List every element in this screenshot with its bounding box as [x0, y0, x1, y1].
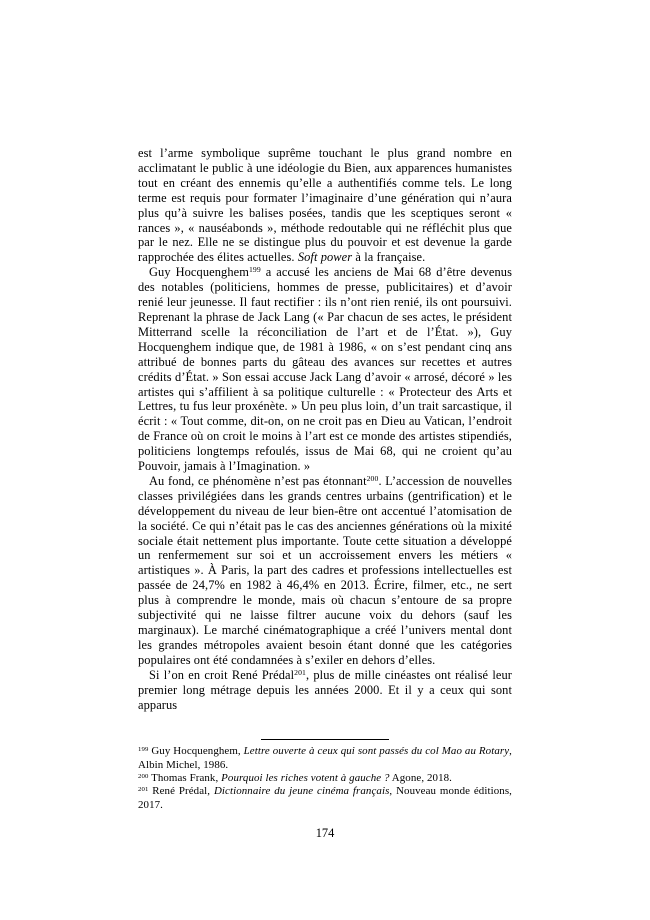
page-text-block — [138, 146, 512, 841]
text-run: Si l’on en croit René Prédal — [149, 667, 295, 682]
footnote-ref: 200 — [366, 474, 379, 484]
text-run: Au fond, ce phénomène n’est pas étonnant — [149, 473, 367, 488]
page-number: 174 — [315, 825, 335, 840]
italic-text: Dictionnaire du jeune cinéma français — [213, 785, 390, 798]
footnote-ref: 201 — [294, 667, 306, 677]
footnote — [138, 772, 512, 785]
text-run: , Nouveau monde éditions, 2017. — [138, 785, 512, 811]
footnote-ref: 200 — [138, 772, 149, 780]
text-run: Guy Hocquenghem, — [148, 745, 244, 758]
paragraph — [138, 474, 512, 668]
text-run: . L’accession de nouvelles classes privilégiées dans les grands centres urbains (gentrification) et le développement du niveau de leur bien-être ont accentué l’atomisation de la société. Ce qui n’était pas le cas des anciennes générations où la mixité sociale était nettement plus importante. Toute cette situation a développé un renfermement sur soi et un accroissement envers les métiers « artistiques ». À Paris, la part des cadres et professions intellectuelles est passée de 24,7% en 1982 à 46,4% en 2013. Écrire, filmer, etc., ne sert plus à comprendre le monde, mais où chacun s’entoure de sa propre subjectivité qui ne laisse filtrer aucune voix du dehors (sauf les marginaux). Le marché cinématographique a créé l’univers mental dont les grandes métropoles avaient besoin étant donné que les catégories populaires ont été condamnées à s’exiler en dehors d’elles. — [138, 473, 512, 667]
footnote-ref: 199 — [248, 265, 261, 275]
text-run: à la française. — [352, 250, 426, 265]
text-run: , Albin Michel, 1986. — [138, 745, 512, 771]
footnotes — [138, 745, 512, 811]
italic-text: Lettre ouverte à ceux qui sont passés du col Mao au Rotary — [243, 745, 510, 758]
text-run: Guy Hocquenghem — [149, 265, 249, 280]
text-run: Agone, 2018. — [389, 772, 452, 785]
text-run: , plus de mille cinéastes ont réalisé leur premier long métrage depuis les années 2000. Et il y a ceux qui sont apparus — [138, 667, 512, 712]
text-run: est l’arme symbolique suprême touchant le plus grand nombre en acclimatant le public à une idéologie du Bien, aux apparences humanistes tout en créant des ennemis qu’elle a authentifiés comme tels. Le long terme est requis pour formater l’imaginaire d’une génération qui n’aura plus qu’à suivre les balises posées, tandis que les sceptiques seront « rances », « nauséabonds », méthode redoutable qui ne réfléchit plus que par le nez. Elle ne se distingue plus du pouvoir et est devenue la garde rapprochée des élites actuelles. — [138, 146, 512, 265]
footnote — [138, 785, 512, 812]
text-run: a accusé les anciens de Mai 68 d’être devenus des notables (politiciens, hommes de presse, publicitaires) et d’avoir renié leur jeunesse. Il faut rectifier : ils n’ont rien renié, ils ont poursuivi. Reprenant la phrase de Jack Lang (« Par chacun de ses actes, le président Mitterrand scelle la réconciliation de l’art et de l’État. »), Guy Hocquenghem indique que, de 1981 à 1986, « on s’est pendant cinq ans attribué de bonnes parts du gâteau des avances sur recettes et autres crédits d’État. » Son essai accuse Jack Lang d’avoir « arrosé, décoré » les artistes qui s’affilient à sa politique culturelle : « Protecteur des Arts et Lettres, tu fus leur proxénète. » Un peu plus loin, d’un trait sarcastique, il écrit : « Tout comme, dit-on, on ne croit pas en Dieu au Vatican, l’endroit de France où on croit le moins à l’art est ce monde des artistes stipendiés, politiciens longtemps refoulés, issus de Mai 68, qui ne croient qu’au Pouvoir, jamais à l’Imagination. » — [138, 265, 512, 474]
paragraph — [138, 146, 512, 265]
paragraph — [138, 668, 512, 713]
footnote-ref: 199 — [138, 746, 149, 754]
text-run: René Prédal, — [148, 785, 214, 798]
footnote-separator — [261, 739, 389, 740]
paragraph — [138, 265, 512, 474]
body-paragraphs — [138, 146, 512, 712]
italic-text: Pourquoi les riches votent à gauche ? — [221, 772, 390, 785]
italic-text: Soft power — [297, 250, 353, 265]
footnote-ref: 201 — [138, 785, 149, 793]
footnote — [138, 745, 512, 772]
text-run: Thomas Frank, — [148, 772, 222, 785]
